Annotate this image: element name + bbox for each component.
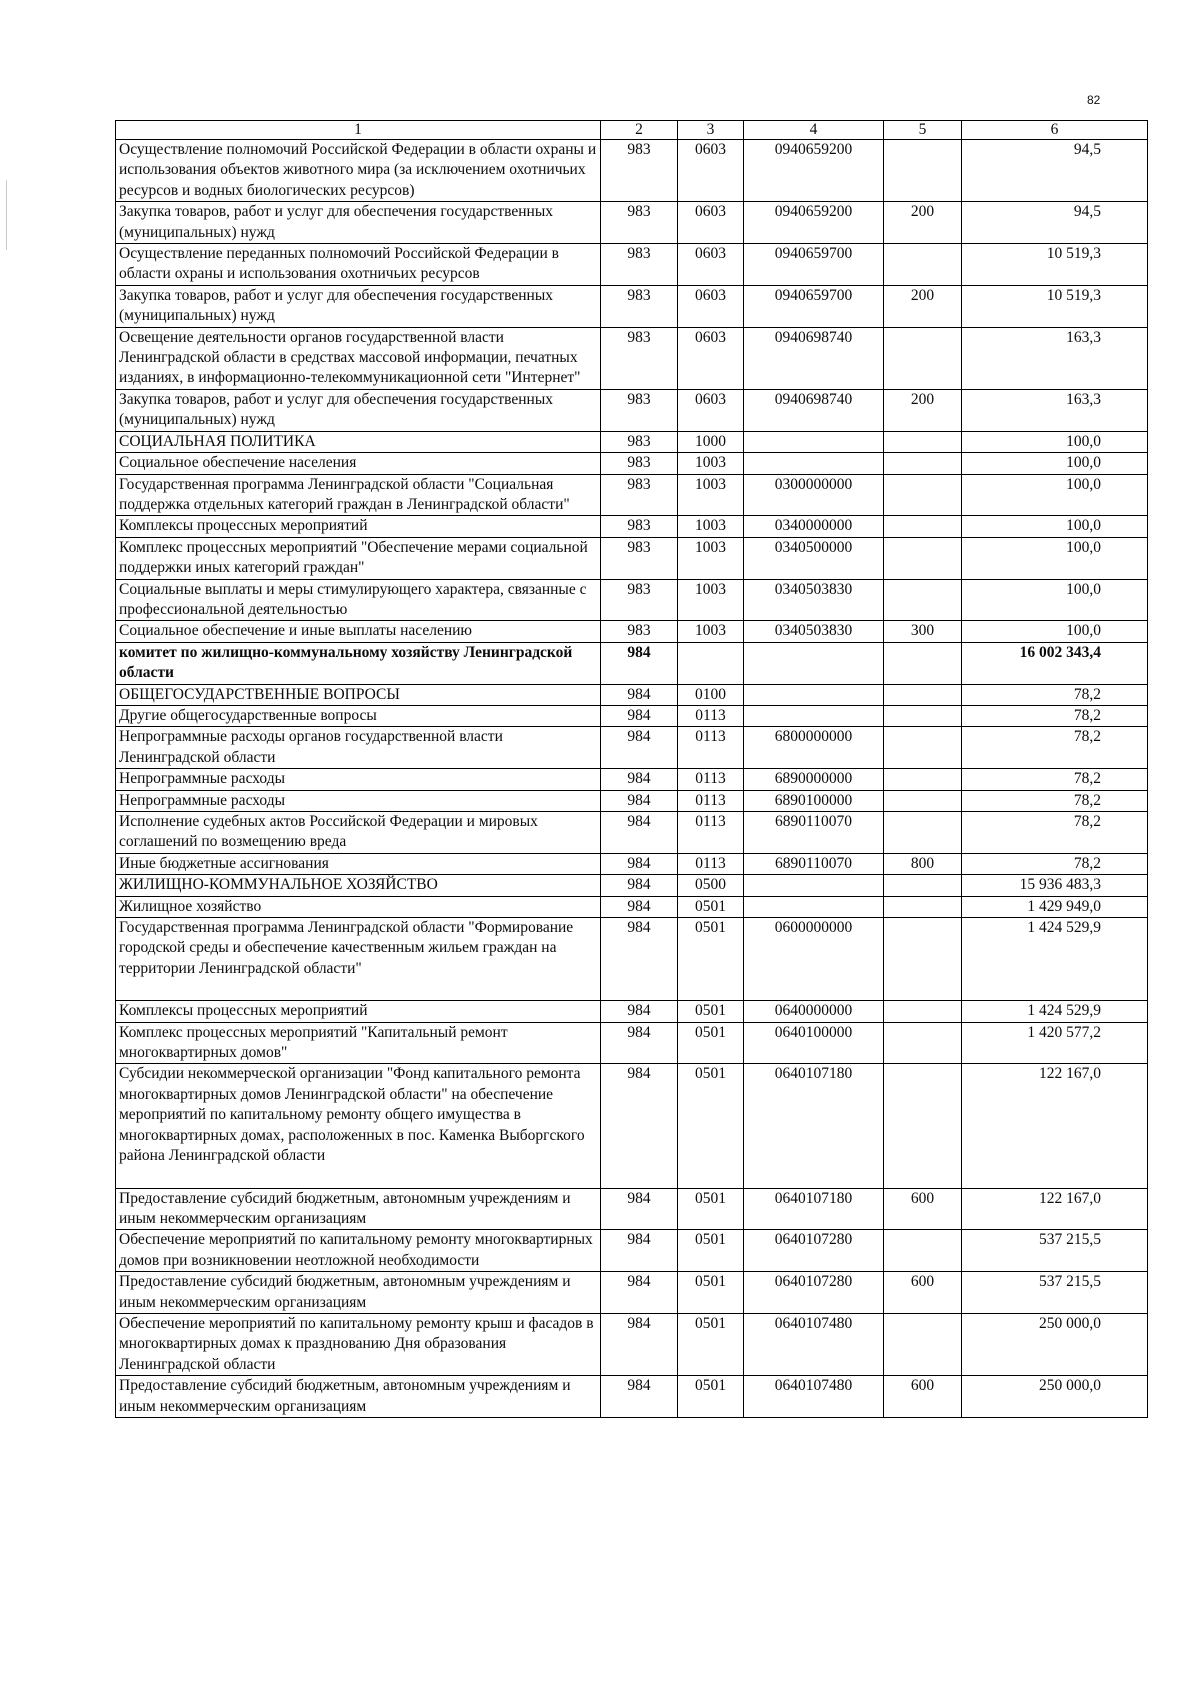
table-row: [116, 621, 1148, 642]
row-name-cell: Непрограммные расходы: [116, 790, 601, 811]
row-target-code-cell: 6800000000: [744, 727, 884, 769]
row-expense-type-cell: [884, 918, 962, 1001]
table-row: [116, 140, 1148, 202]
row-amount-cell: 78,2: [962, 812, 1148, 854]
row-name-cell: Государственная программа Ленинградской области "Социальная поддержка отдельных категорий граждан в Ленинградской области": [116, 474, 601, 516]
row-amount-cell: 250 000,0: [962, 1313, 1148, 1375]
row-section-code-cell: 0113: [678, 853, 744, 874]
row-expense-type-cell: [884, 684, 962, 705]
row-admin-code-cell: 984: [601, 853, 678, 874]
row-amount-cell: 100,0: [962, 453, 1148, 474]
row-expense-type-cell: [884, 327, 962, 389]
row-section-code-cell: 0113: [678, 705, 744, 726]
row-admin-code-cell: 984: [601, 918, 678, 1001]
row-admin-code-cell: 984: [601, 705, 678, 726]
row-name-cell: Непрограммные расходы органов государственной власти Ленинградской области: [116, 727, 601, 769]
row-target-code-cell: 0300000000: [744, 474, 884, 516]
row-section-code-cell: 1003: [678, 516, 744, 537]
row-section-code-cell: 0603: [678, 244, 744, 286]
row-admin-code-cell: 983: [601, 140, 678, 202]
table-row: [116, 537, 1148, 579]
row-expense-type-cell: [884, 1001, 962, 1022]
header-col-6: 6: [962, 121, 1148, 140]
table-row: [116, 1022, 1148, 1064]
row-admin-code-cell: 983: [601, 389, 678, 431]
row-amount-cell: 78,2: [962, 684, 1148, 705]
row-section-code-cell: 0100: [678, 684, 744, 705]
row-target-code-cell: 0940659200: [744, 140, 884, 202]
table-row: [116, 812, 1148, 854]
row-expense-type-cell: 600: [884, 1376, 962, 1418]
row-admin-code-cell: 984: [601, 1064, 678, 1188]
row-amount-cell: 10 519,3: [962, 244, 1148, 286]
header-col-4: 4: [744, 121, 884, 140]
table-row: [116, 918, 1148, 1001]
row-target-code-cell: 0940659700: [744, 244, 884, 286]
row-name-cell: комитет по жилищно-коммунальному хозяйству Ленинградской области: [116, 642, 601, 684]
table-header-row: [116, 121, 1148, 140]
row-name-cell: Осуществление переданных полномочий Российской Федерации в области охраны и использования охотничьих ресурсов: [116, 244, 601, 286]
row-section-code-cell: 0501: [678, 1064, 744, 1188]
row-section-code-cell: 0603: [678, 327, 744, 389]
row-expense-type-cell: [884, 453, 962, 474]
row-expense-type-cell: 200: [884, 202, 962, 244]
row-admin-code-cell: 984: [601, 875, 678, 896]
row-expense-type-cell: 800: [884, 853, 962, 874]
row-section-code-cell: 1003: [678, 621, 744, 642]
row-section-code-cell: 1003: [678, 474, 744, 516]
budget-table: [115, 120, 1148, 1418]
table-row: [116, 790, 1148, 811]
row-admin-code-cell: 983: [601, 244, 678, 286]
row-amount-cell: 94,5: [962, 140, 1148, 202]
row-section-code-cell: 1003: [678, 537, 744, 579]
table-row: [116, 853, 1148, 874]
row-name-cell: Обеспечение мероприятий по капитальному ремонту многоквартирных домов при возникновении неотложной необходимости: [116, 1230, 601, 1272]
row-admin-code-cell: 983: [601, 537, 678, 579]
row-target-code-cell: 0640107280: [744, 1272, 884, 1314]
table-row: [116, 244, 1148, 286]
row-target-code-cell: 0340503830: [744, 579, 884, 621]
row-admin-code-cell: 983: [601, 431, 678, 452]
row-expense-type-cell: [884, 431, 962, 452]
row-section-code-cell: 1003: [678, 579, 744, 621]
row-amount-cell: 1 424 529,9: [962, 918, 1148, 1001]
row-amount-cell: 100,0: [962, 537, 1148, 579]
table-row: [116, 896, 1148, 917]
row-section-code-cell: 0501: [678, 1376, 744, 1418]
table-row: [116, 705, 1148, 726]
row-name-cell: Иные бюджетные ассигнования: [116, 853, 601, 874]
table-row: [116, 769, 1148, 790]
row-expense-type-cell: [884, 875, 962, 896]
row-section-code-cell: 1003: [678, 453, 744, 474]
row-name-cell: Предоставление субсидий бюджетным, автономным учреждениям и иным некоммерческим организациям: [116, 1188, 601, 1230]
row-expense-type-cell: [884, 474, 962, 516]
row-admin-code-cell: 984: [601, 727, 678, 769]
row-target-code-cell: 0640107180: [744, 1188, 884, 1230]
row-amount-cell: 537 215,5: [962, 1230, 1148, 1272]
row-section-code-cell: 0603: [678, 285, 744, 327]
row-target-code-cell: 0640107480: [744, 1313, 884, 1375]
table-row: [116, 285, 1148, 327]
table-row: [116, 1064, 1148, 1188]
row-admin-code-cell: 984: [601, 769, 678, 790]
row-amount-cell: 122 167,0: [962, 1064, 1148, 1188]
header-col-1: 1: [116, 121, 601, 140]
row-name-cell: Освещение деятельности органов государственной власти Ленинградской области в средствах массовой информации, печатных изданиях, в информационно-телекоммуникационной сети "Интернет": [116, 327, 601, 389]
row-target-code-cell: 6890110070: [744, 853, 884, 874]
row-name-cell: Осуществление полномочий Российской Федерации в области охраны и использования объектов животного мира (за исключением охотничьих ресурсов и водных биологических ресурсов): [116, 140, 601, 202]
row-name-cell: Социальные выплаты и меры стимулирующего характера, связанные с профессиональной деятельностью: [116, 579, 601, 621]
row-target-code-cell: 0640107180: [744, 1064, 884, 1188]
table-row: [116, 1376, 1148, 1418]
row-name-cell: Субсидии некоммерческой организации "Фонд капитального ремонта многоквартирных домов Ленинградской области" на обеспечение мероприятий по капитальному ремонту общего имущества в многоквартирных домах, расположенных в пос. Каменка Выборгского района Ленинградской области: [116, 1064, 601, 1188]
row-amount-cell: 94,5: [962, 202, 1148, 244]
row-expense-type-cell: [884, 1313, 962, 1375]
table-row: [116, 875, 1148, 896]
row-expense-type-cell: [884, 727, 962, 769]
row-name-cell: Непрограммные расходы: [116, 769, 601, 790]
row-amount-cell: 163,3: [962, 389, 1148, 431]
row-admin-code-cell: 984: [601, 684, 678, 705]
row-amount-cell: 100,0: [962, 516, 1148, 537]
row-expense-type-cell: 200: [884, 285, 962, 327]
row-target-code-cell: 0640100000: [744, 1022, 884, 1064]
row-expense-type-cell: [884, 769, 962, 790]
row-admin-code-cell: 984: [601, 1188, 678, 1230]
row-target-code-cell: 0340000000: [744, 516, 884, 537]
page-number: 82: [1087, 93, 1101, 107]
row-name-cell: ЖИЛИЩНО-КОММУНАЛЬНОЕ ХОЗЯЙСТВО: [116, 875, 601, 896]
row-admin-code-cell: 983: [601, 516, 678, 537]
row-name-cell: Другие общегосударственные вопросы: [116, 705, 601, 726]
row-target-code-cell: 0600000000: [744, 918, 884, 1001]
row-target-code-cell: 6890110070: [744, 812, 884, 854]
row-name-cell: Исполнение судебных актов Российской Федерации и мировых соглашений по возмещению вреда: [116, 812, 601, 854]
row-target-code-cell: 0340503830: [744, 621, 884, 642]
row-name-cell: Жилищное хозяйство: [116, 896, 601, 917]
row-expense-type-cell: [884, 1064, 962, 1188]
row-amount-cell: 1 429 949,0: [962, 896, 1148, 917]
table-row: [116, 1188, 1148, 1230]
row-target-code-cell: [744, 705, 884, 726]
row-name-cell: Государственная программа Ленинградской области "Формирование городской среды и обеспечение качественным жильем граждан на территории Ленинградской области": [116, 918, 601, 1001]
row-name-cell: Социальное обеспечение и иные выплаты населению: [116, 621, 601, 642]
row-amount-cell: 78,2: [962, 727, 1148, 769]
row-amount-cell: 78,2: [962, 705, 1148, 726]
table-row: [116, 327, 1148, 389]
row-section-code-cell: 0603: [678, 140, 744, 202]
row-section-code-cell: 1000: [678, 431, 744, 452]
row-admin-code-cell: 984: [601, 1001, 678, 1022]
row-admin-code-cell: 984: [601, 896, 678, 917]
row-name-cell: ОБЩЕГОСУДАРСТВЕННЫЕ ВОПРОСЫ: [116, 684, 601, 705]
row-amount-cell: 1 420 577,2: [962, 1022, 1148, 1064]
row-amount-cell: 250 000,0: [962, 1376, 1148, 1418]
row-expense-type-cell: [884, 642, 962, 684]
row-amount-cell: 122 167,0: [962, 1188, 1148, 1230]
row-section-code-cell: 0113: [678, 790, 744, 811]
row-amount-cell: 100,0: [962, 431, 1148, 452]
scan-artifact-line: [6, 180, 7, 250]
row-section-code-cell: 0501: [678, 1313, 744, 1375]
row-target-code-cell: [744, 453, 884, 474]
row-target-code-cell: [744, 684, 884, 705]
row-section-code-cell: 0603: [678, 202, 744, 244]
row-section-code-cell: 0500: [678, 875, 744, 896]
row-admin-code-cell: 983: [601, 453, 678, 474]
row-expense-type-cell: 600: [884, 1272, 962, 1314]
row-section-code-cell: [678, 642, 744, 684]
row-target-code-cell: 6890100000: [744, 790, 884, 811]
table-row: [116, 1001, 1148, 1022]
row-admin-code-cell: 983: [601, 621, 678, 642]
row-section-code-cell: 0501: [678, 1272, 744, 1314]
row-section-code-cell: 0113: [678, 727, 744, 769]
row-name-cell: Закупка товаров, работ и услуг для обеспечения государственных (муниципальных) нужд: [116, 389, 601, 431]
table-row: [116, 516, 1148, 537]
row-section-code-cell: 0603: [678, 389, 744, 431]
table-row: [116, 727, 1148, 769]
row-admin-code-cell: 984: [601, 1272, 678, 1314]
row-name-cell: Закупка товаров, работ и услуг для обеспечения государственных (муниципальных) нужд: [116, 202, 601, 244]
row-target-code-cell: 0640107280: [744, 1230, 884, 1272]
row-admin-code-cell: 983: [601, 579, 678, 621]
row-amount-cell: 537 215,5: [962, 1272, 1148, 1314]
table-row: [116, 579, 1148, 621]
row-admin-code-cell: 983: [601, 202, 678, 244]
row-target-code-cell: [744, 431, 884, 452]
row-name-cell: Обеспечение мероприятий по капитальному ремонту крыш и фасадов в многоквартирных домах к празднованию Дня образования Ленинградской области: [116, 1313, 601, 1375]
row-target-code-cell: 0940659200: [744, 202, 884, 244]
row-amount-cell: 10 519,3: [962, 285, 1148, 327]
row-expense-type-cell: [884, 1022, 962, 1064]
row-section-code-cell: 0501: [678, 1188, 744, 1230]
row-expense-type-cell: [884, 812, 962, 854]
row-amount-cell: 1 424 529,9: [962, 1001, 1148, 1022]
row-admin-code-cell: 983: [601, 474, 678, 516]
table-row: [116, 1313, 1148, 1375]
row-name-cell: Комплекс процессных мероприятий "Капитальный ремонт многоквартирных домов": [116, 1022, 601, 1064]
table-row: [116, 642, 1148, 684]
row-amount-cell: 100,0: [962, 579, 1148, 621]
row-admin-code-cell: 984: [601, 790, 678, 811]
row-section-code-cell: 0501: [678, 1001, 744, 1022]
row-expense-type-cell: [884, 537, 962, 579]
header-col-2: 2: [601, 121, 678, 140]
row-expense-type-cell: [884, 516, 962, 537]
table-row: [116, 389, 1148, 431]
row-section-code-cell: 0501: [678, 896, 744, 917]
row-amount-cell: 16 002 343,4: [962, 642, 1148, 684]
row-section-code-cell: 0113: [678, 812, 744, 854]
row-expense-type-cell: [884, 1230, 962, 1272]
row-admin-code-cell: 983: [601, 285, 678, 327]
row-name-cell: Комплексы процессных мероприятий: [116, 1001, 601, 1022]
row-section-code-cell: 0501: [678, 1022, 744, 1064]
row-expense-type-cell: [884, 790, 962, 811]
table-row: [116, 1272, 1148, 1314]
row-section-code-cell: 0501: [678, 918, 744, 1001]
header-col-3: 3: [678, 121, 744, 140]
row-amount-cell: 78,2: [962, 769, 1148, 790]
row-target-code-cell: 0940659700: [744, 285, 884, 327]
row-expense-type-cell: [884, 244, 962, 286]
row-target-code-cell: 6890000000: [744, 769, 884, 790]
row-name-cell: СОЦИАЛЬНАЯ ПОЛИТИКА: [116, 431, 601, 452]
table-row: [116, 202, 1148, 244]
row-target-code-cell: [744, 896, 884, 917]
row-target-code-cell: 0640107480: [744, 1376, 884, 1418]
row-target-code-cell: 0940698740: [744, 389, 884, 431]
row-amount-cell: 100,0: [962, 474, 1148, 516]
row-target-code-cell: 0340500000: [744, 537, 884, 579]
row-expense-type-cell: [884, 140, 962, 202]
row-expense-type-cell: 600: [884, 1188, 962, 1230]
row-target-code-cell: 0940698740: [744, 327, 884, 389]
row-expense-type-cell: [884, 705, 962, 726]
row-name-cell: Предоставление субсидий бюджетным, автономным учреждениям и иным некоммерческим организациям: [116, 1376, 601, 1418]
row-amount-cell: 15 936 483,3: [962, 875, 1148, 896]
row-name-cell: Закупка товаров, работ и услуг для обеспечения государственных (муниципальных) нужд: [116, 285, 601, 327]
row-admin-code-cell: 984: [601, 812, 678, 854]
row-admin-code-cell: 984: [601, 1022, 678, 1064]
table-body: [116, 140, 1148, 1418]
row-amount-cell: 163,3: [962, 327, 1148, 389]
row-section-code-cell: 0501: [678, 1230, 744, 1272]
row-admin-code-cell: 984: [601, 1230, 678, 1272]
row-admin-code-cell: 983: [601, 327, 678, 389]
row-expense-type-cell: 200: [884, 389, 962, 431]
table-row: [116, 474, 1148, 516]
row-target-code-cell: 0640000000: [744, 1001, 884, 1022]
table-row: [116, 1230, 1148, 1272]
row-name-cell: Социальное обеспечение населения: [116, 453, 601, 474]
header-col-5: 5: [884, 121, 962, 140]
row-target-code-cell: [744, 875, 884, 896]
row-amount-cell: 78,2: [962, 853, 1148, 874]
row-name-cell: Комплексы процессных мероприятий: [116, 516, 601, 537]
row-admin-code-cell: 984: [601, 1313, 678, 1375]
row-expense-type-cell: [884, 579, 962, 621]
row-name-cell: Предоставление субсидий бюджетным, автономным учреждениям и иным некоммерческим организациям: [116, 1272, 601, 1314]
row-amount-cell: 100,0: [962, 621, 1148, 642]
row-name-cell: Комплекс процессных мероприятий "Обеспечение мерами социальной поддержки иных категорий граждан": [116, 537, 601, 579]
row-section-code-cell: 0113: [678, 769, 744, 790]
row-expense-type-cell: 300: [884, 621, 962, 642]
table-row: [116, 684, 1148, 705]
row-expense-type-cell: [884, 896, 962, 917]
row-admin-code-cell: 984: [601, 1376, 678, 1418]
row-amount-cell: 78,2: [962, 790, 1148, 811]
table-row: [116, 431, 1148, 452]
row-admin-code-cell: 984: [601, 642, 678, 684]
table-row: [116, 453, 1148, 474]
row-target-code-cell: [744, 642, 884, 684]
